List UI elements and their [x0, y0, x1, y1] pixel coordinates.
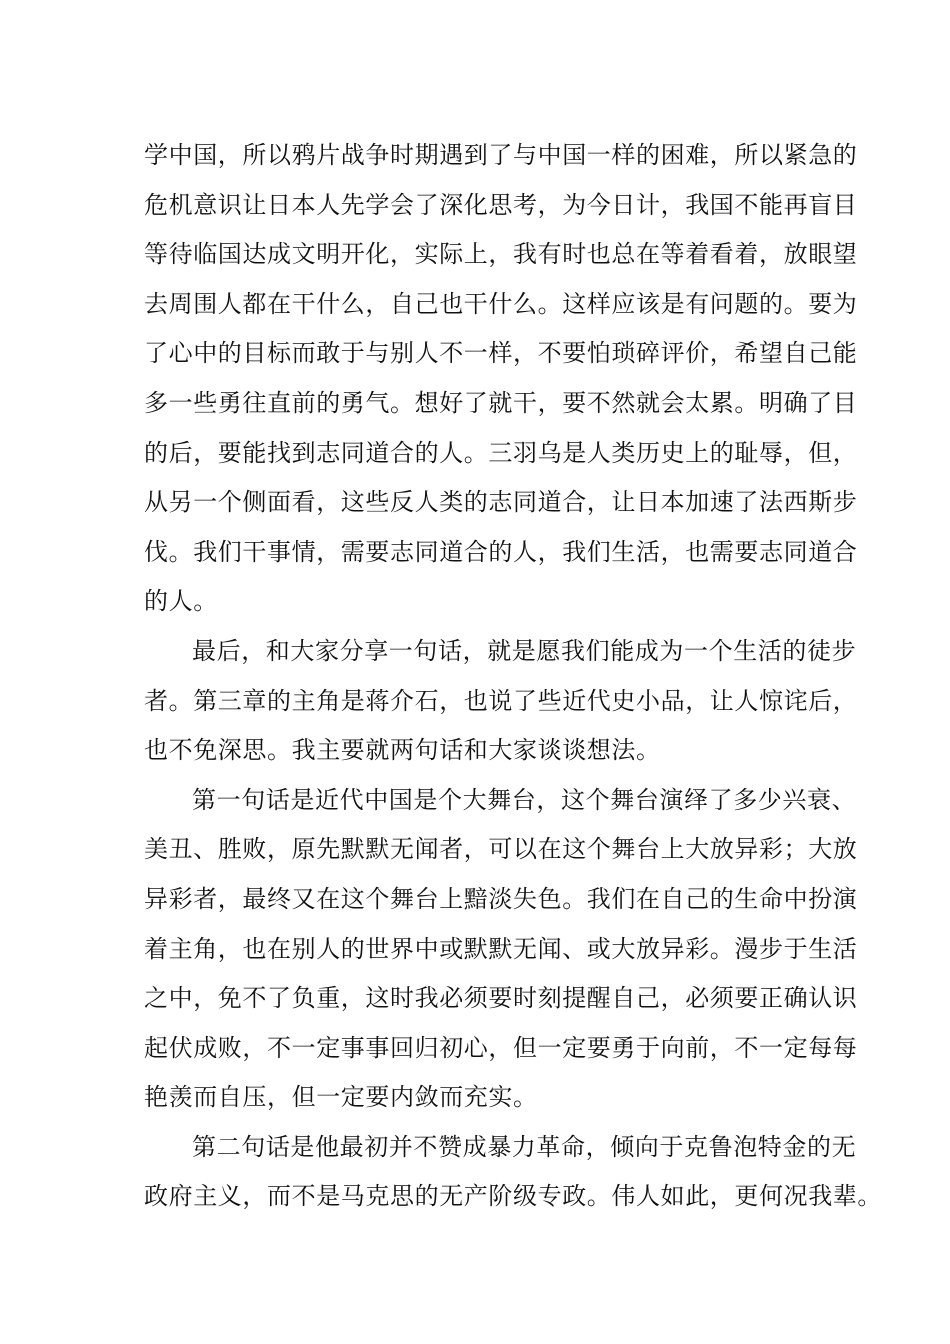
paragraph-start-line: 第一句话是近代中国是个大舞台，这个舞台演绎了多少兴衰、 [192, 785, 857, 814]
text-line: 之中，免不了负重，这时我必须要时刻提醒自己，必须要正确认识 [144, 984, 858, 1013]
body-text [144, 131, 882, 1222]
text-line: 艳羡而自压，但一定要内敛而充实。 [144, 1083, 538, 1112]
paragraph-start-line: 第二句话是他最初并不赞成暴力革命，倾向于克鲁泡特金的无 [192, 1132, 857, 1161]
text-line: 去周围人都在干什么，自己也干什么。这样应该是有问题的。要为 [144, 289, 858, 318]
text-line: 者。第三章的主角是蒋介石，也说了些近代史小品，让人惊诧后， [144, 686, 858, 715]
text-line: 的人。 [144, 587, 218, 616]
text-line: 也不免深思。我主要就两句话和大家谈谈想法。 [144, 736, 661, 765]
text-line: 的后，要能找到志同道合的人。三羽乌是人类历史上的耻辱，但， [144, 438, 858, 467]
text-line: 异彩者，最终又在这个舞台上黯淡失色。我们在自己的生命中扮演 [144, 884, 858, 913]
text-line: 了心中的目标而敢于与别人不一样，不要怕琐碎评价，希望自己能 [144, 339, 858, 368]
text-line: 危机意识让日本人先学会了深化思考，为今日计，我国不能再盲目 [144, 190, 858, 219]
text-line: 等待临国达成文明开化，实际上，我有时也总在等着看着，放眼望 [144, 240, 858, 269]
text-line: 多一些勇往直前的勇气。想好了就干，要不然就会太累。明确了目 [144, 388, 858, 417]
text-line: 着主角，也在别人的世界中或默默无闻、或大放异彩。漫步于生活 [144, 934, 858, 963]
text-line: 从另一个侧面看，这些反人类的志同道合，让日本加速了法西斯步 [144, 488, 858, 517]
text-line: 学中国，所以鸦片战争时期遇到了与中国一样的困难，所以紧急的 [144, 141, 858, 169]
text-line: 伐。我们干事情，需要志同道合的人，我们生活，也需要志同道合 [144, 537, 858, 566]
text-line: 起伏成败，不一定事事回归初心，但一定要勇于向前，不一定每每 [144, 1033, 858, 1062]
paragraph-start-line: 最后，和大家分享一句话，就是愿我们能成为一个生活的徒步 [192, 636, 857, 665]
text-line: 政府主义，而不是马克思的无产阶级专政。伟人如此，更何况我辈。 [144, 1182, 882, 1211]
text-line: 美丑、胜败，原先默默无闻者，可以在这个舞台上大放异彩；大放 [144, 835, 858, 864]
